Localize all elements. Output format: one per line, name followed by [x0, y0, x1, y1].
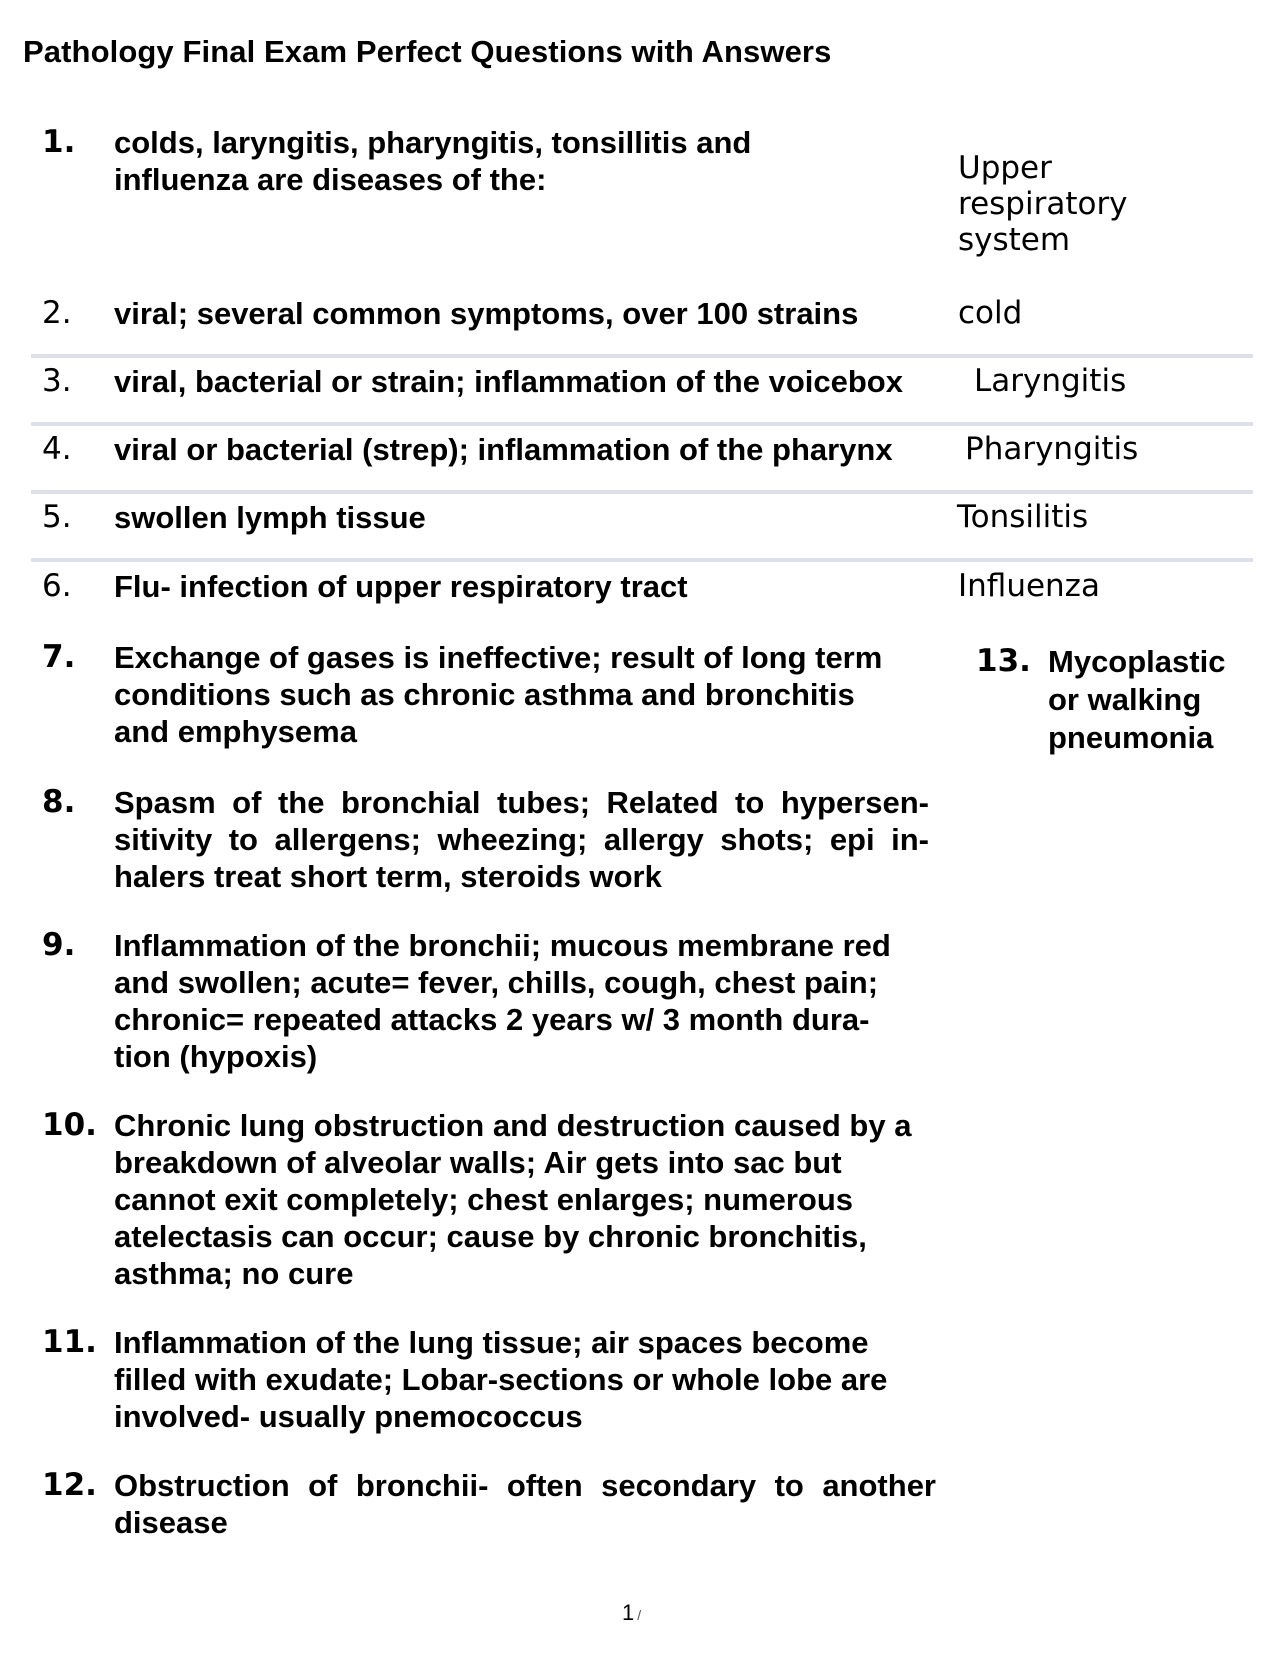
question-number: 1.: [42, 124, 76, 160]
question-text: viral or bacterial (strep); inflammation of the pharynx: [114, 432, 893, 467]
question-number: 2.: [42, 295, 72, 331]
page-number: 1: [622, 1600, 635, 1625]
answer-text: cold: [958, 295, 1023, 331]
row-separator: [31, 354, 1253, 358]
question-text: Mycoplastic or walking pneumonia: [1048, 644, 1226, 755]
question-text: Spasm of the bronchial tubes; Related to hypersen- sitivity to allergens; wheezing; allergy shots; epi in- halers treat short term, steroids work: [114, 785, 929, 894]
question-text: swollen lymph tissue: [114, 500, 426, 535]
question-number: 9.: [42, 927, 76, 963]
question-number: 13.: [976, 643, 1031, 679]
question-text: Obstruction of bronchii- often secondary to another disease: [114, 1468, 936, 1540]
question-text: Chronic lung obstruction and destruction caused by a breakdown of alveolar walls; Air gets into sac but cannot exit completely; chest enlarges; numerous atelectasis can occur; cause by chronic bronchitis, asthma; no cure: [114, 1108, 912, 1291]
question-text: Inflammation of the lung tissue; air spaces become filled with exudate; Lobar-sections or whole lobe are involved- usually pnemococcus: [114, 1325, 888, 1434]
question-number: 3.: [42, 363, 72, 399]
question-number: 11.: [42, 1324, 97, 1360]
question-number: 6.: [42, 568, 72, 604]
question-text: Exchange of gases is ineffective; result of long term conditions such as chronic asthma and bronchitis and emphysema: [114, 640, 883, 749]
answer-text: Laryngitis: [974, 363, 1127, 399]
answer-text: Influenza: [958, 568, 1100, 604]
question-text: viral; several common symptoms, over 100 strains: [114, 296, 859, 331]
question-number: 5.: [42, 499, 72, 535]
document-title: Pathology Final Exam Perfect Questions with Answers: [23, 34, 832, 69]
question-number: 7.: [42, 639, 76, 675]
question-text: viral, bacterial or strain; inflammation of the voicebox: [114, 364, 903, 399]
question-text: Flu- infection of upper respiratory tract: [114, 569, 688, 604]
answer-text: Tonsilitis: [957, 499, 1089, 535]
question-number: 4.: [42, 431, 72, 467]
answer-text: Pharyngitis: [965, 431, 1139, 467]
row-separator: [31, 558, 1253, 562]
question-number: 10.: [42, 1107, 97, 1143]
question-number: 8.: [42, 784, 76, 820]
question-number: 12.: [42, 1467, 97, 1503]
question-text: Inflammation of the bronchii; mucous membrane red and swollen; acute= fever, chills, cough, chest pain; chronic= repeated attacks 2 years w/ 3 month dura- tion (hypoxis): [114, 928, 891, 1074]
question-text: colds, laryngitis, pharyngitis, tonsillitis and influenza are diseases of the:: [114, 125, 752, 197]
answer-text: Upper respiratory system: [958, 150, 1128, 258]
row-separator: [31, 490, 1253, 494]
row-separator: [31, 422, 1253, 426]
page-footer: [622, 1600, 641, 1626]
page-separator: /: [637, 1607, 642, 1623]
